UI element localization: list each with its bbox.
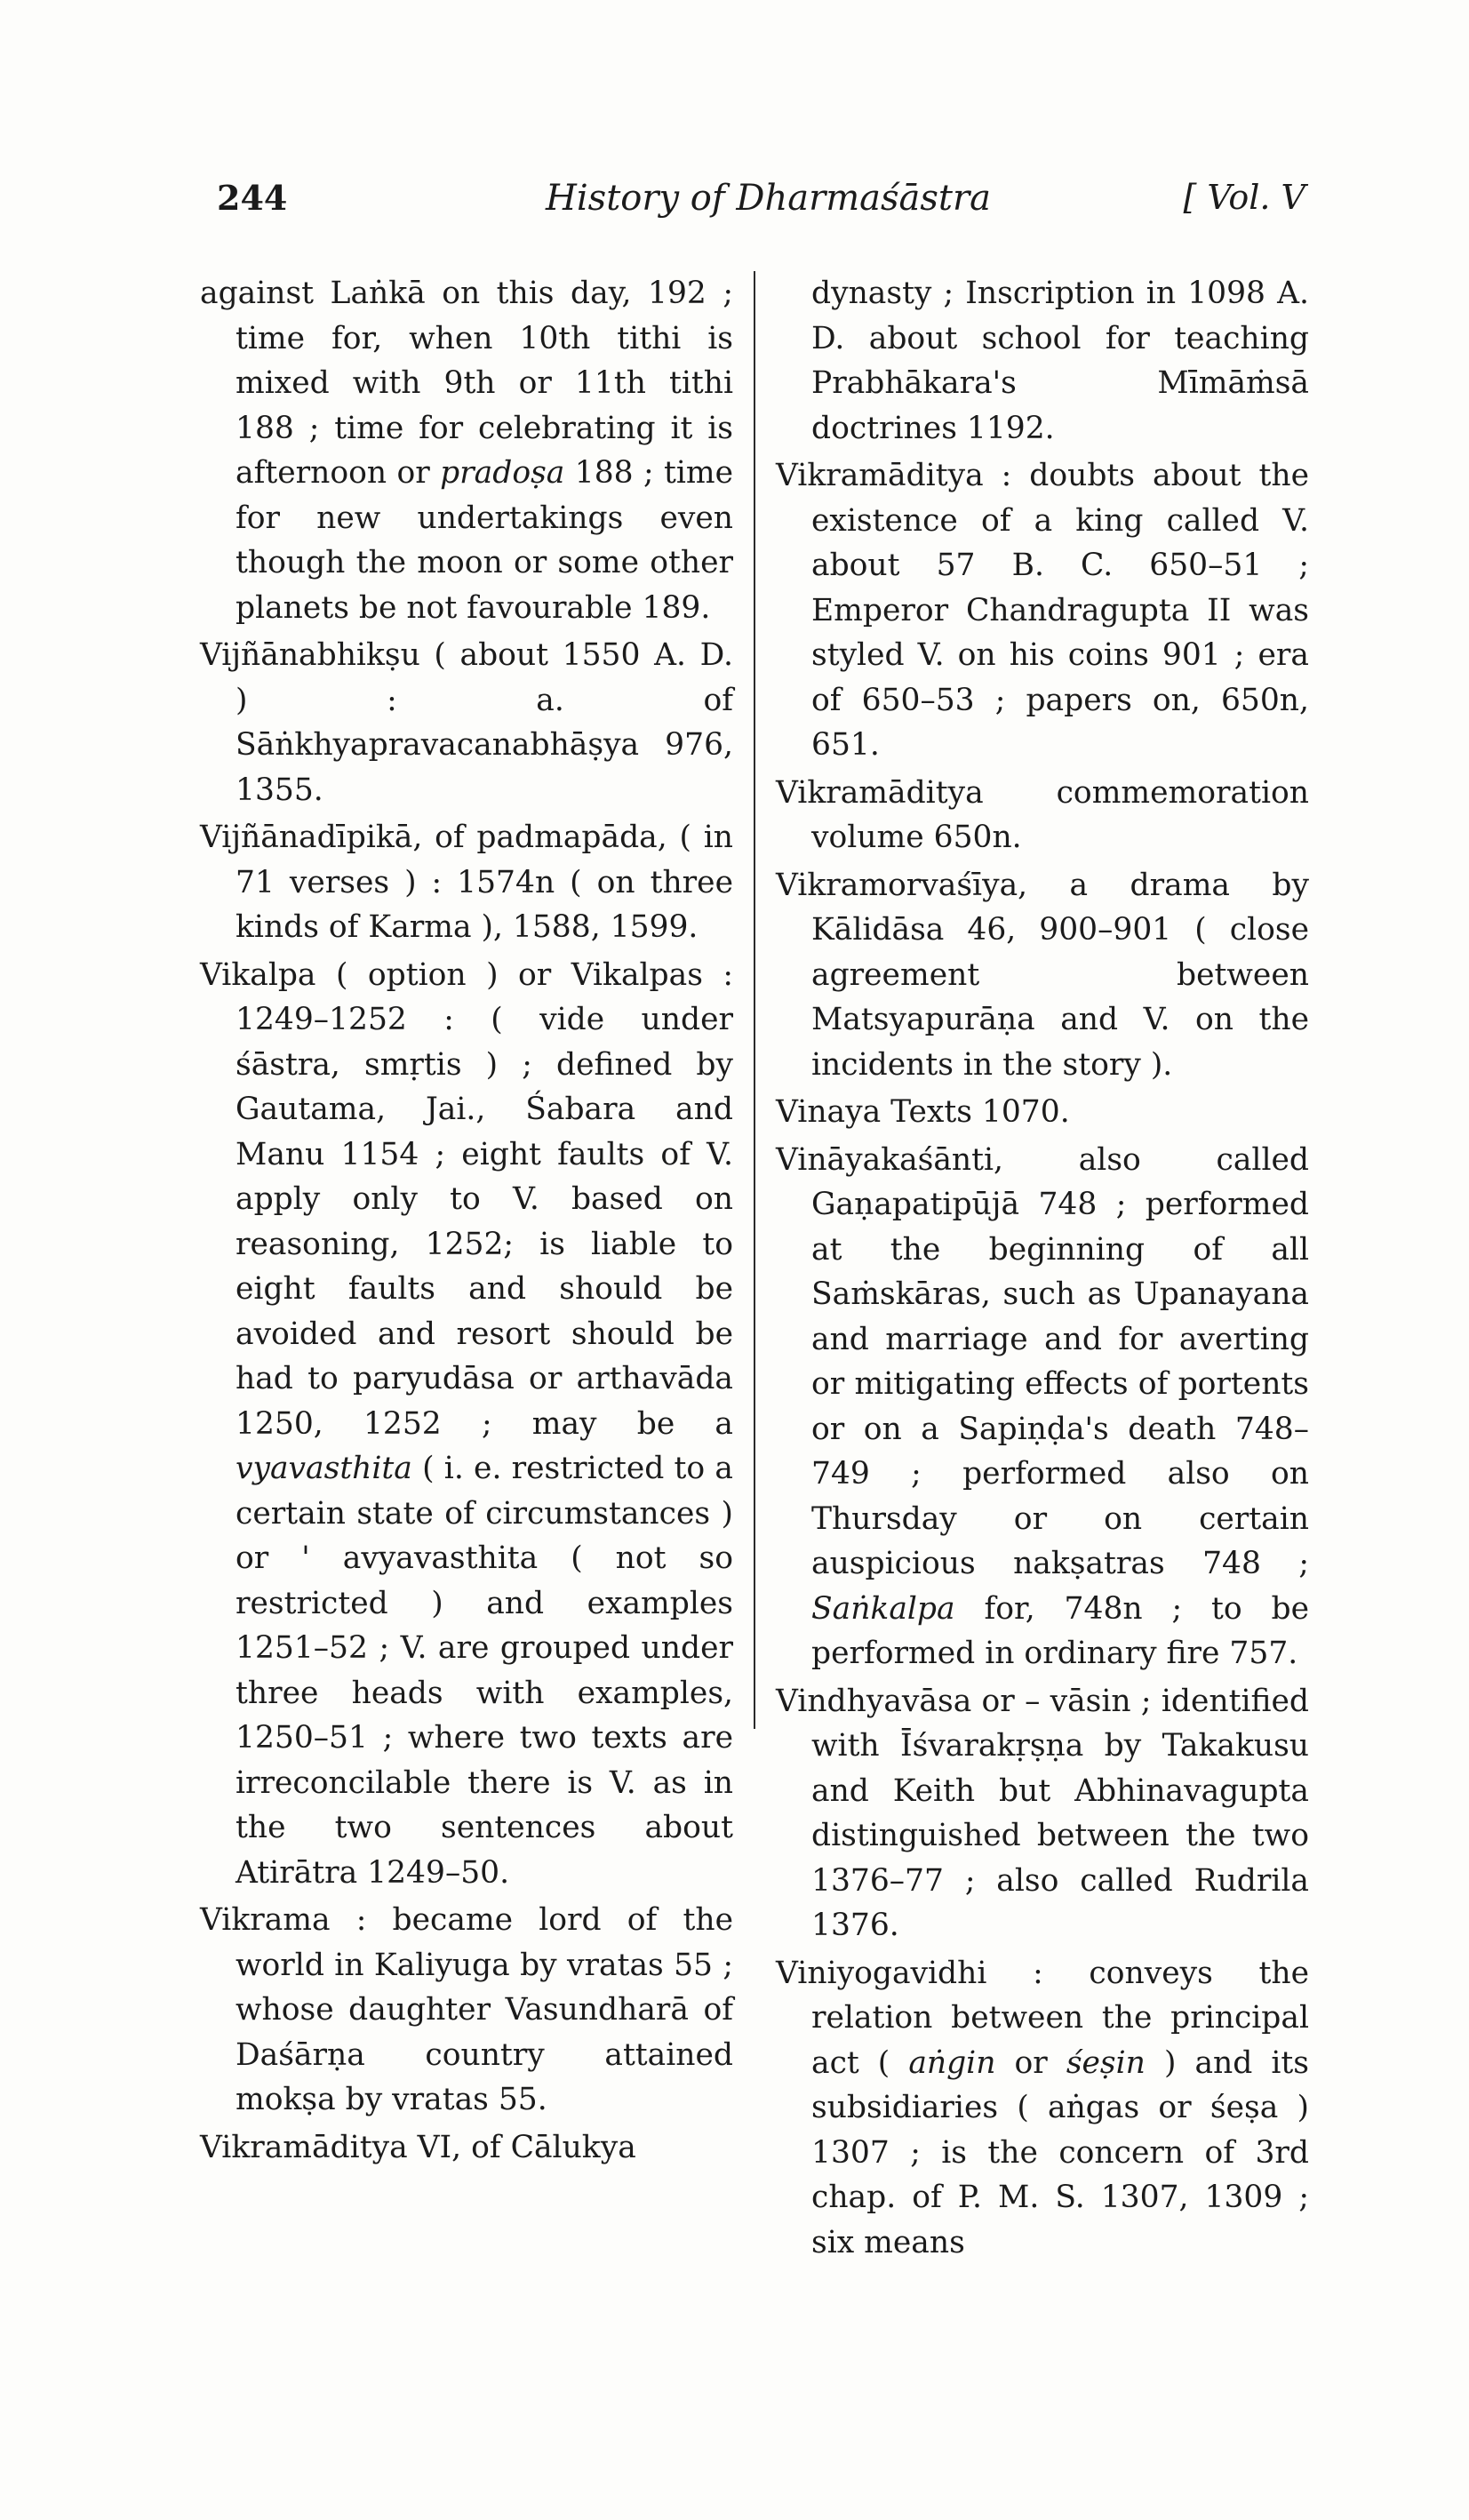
left-column — [200, 271, 733, 2172]
page-number: 244 — [217, 178, 288, 218]
index-entry: Vikalpa ( option ) or Vikalpas : 1249–1252 : ( vide under śāstra, smṛtis ) ; defined by Gautama, Jai., Śabara and Manu 1154 ; eight faults of V. apply only to V. based on reasoning, 1252; is liable to eight faults and should be avoided and resort should be had to paryudāsa or arthavāda 1250, 1252 ; may be a vyavasthita ( i. e. restricted to a certain state of circumstances ) or ' avyavasthita ( not so restricted ) and examples 1251–52 ; V. are grouped under three heads with examples, 1250–51 ; where two texts are irreconcilable there is V. as in the two sentences about Atirātra 1249–50. — [200, 956, 733, 1891]
running-title: History of Dharmaśāstra — [546, 178, 991, 219]
column-divider — [754, 271, 755, 1729]
index-entry: Vikramorvaśīya, a drama by Kālidāsa 46, 900–901 ( close agreement between Matsyapurāṇa and V. on the incidents in the story ). — [776, 867, 1309, 1083]
index-entry-continuation: dynasty ; Inscription in 1098 A. D. about school for teaching Prabhākara's Mīmāṁsā doctrines 1192. — [811, 276, 1309, 446]
index-entry: Vijñānabhikṣu ( about 1550 A. D. ) : a. of Sāṅkhyapravacanabhāṣya 976, 1355. — [200, 637, 733, 808]
index-entry: Vindhyavāsa or – vāsin ; identified with Īśvarakṛṣṇa by Takakusu and Keith but Abhinavagupta distinguished between the two 1376–77 ; also called Rudrila 1376. — [776, 1683, 1309, 1943]
index-entry: against Laṅkā on this day, 192 ; time for, when 10th tithi is mixed with 9th or 11th tithi 188 ; time for celebrating it is afternoon or pradoṣa 188 ; time for new undertakings even though the moon or some other planets be not favourable 189. — [200, 276, 733, 626]
index-entry: Vikrama : became lord of the world in Kaliyuga by vratas 55 ; whose daughter Vasundharā of Daśārṇa country attained mokṣa by vratas 55. — [200, 1902, 733, 2117]
index-entry: Vikramāditya VI, of Cālukya — [200, 2129, 636, 2165]
right-column — [776, 271, 1309, 2268]
index-entry: Vijñānadīpikā, of padmapāda, ( in 71 verses ) : 1574n ( on three kinds of Karma ), 1588, 1599. — [200, 820, 733, 945]
index-entry: Vināyakaśānti, also called Gaṇapatipūjā 748 ; performed at the beginning of all Saṁskāras, such as Upanayana and marriage and for averting or mitigating effects of portents or on a Sapiṇḍa's death 748–749 ; performed also on Thursday or on certain auspicious nakṣatras 748 ; Saṅkalpa for, 748n ; to be performed in ordinary fire 757. — [776, 1141, 1309, 1671]
volume-label: [ Vol. V — [1183, 178, 1305, 217]
index-entry: Vikramāditya : doubts about the existence of a king called V. about 57 B. C. 650–51 ; Emperor Chandragupta II was styled V. on his coins 901 ; era of 650–53 ; papers on, 650n, 651. — [776, 458, 1309, 763]
index-entry: Vikramāditya commemoration volume 650n. — [776, 774, 1309, 855]
page-header — [217, 178, 1305, 231]
index-entry: Vinaya Texts 1070. — [776, 1094, 1070, 1130]
index-entry: Viniyogavidhi : conveys the relation between the principal act ( aṅgin or śeṣin ) and its subsidiaries ( aṅgas or śeṣa ) 1307 ; is the concern of 3rd chap. of P. M. S. 1307, 1309 ; six means — [776, 1955, 1309, 2260]
index-columns — [200, 271, 1311, 2260]
